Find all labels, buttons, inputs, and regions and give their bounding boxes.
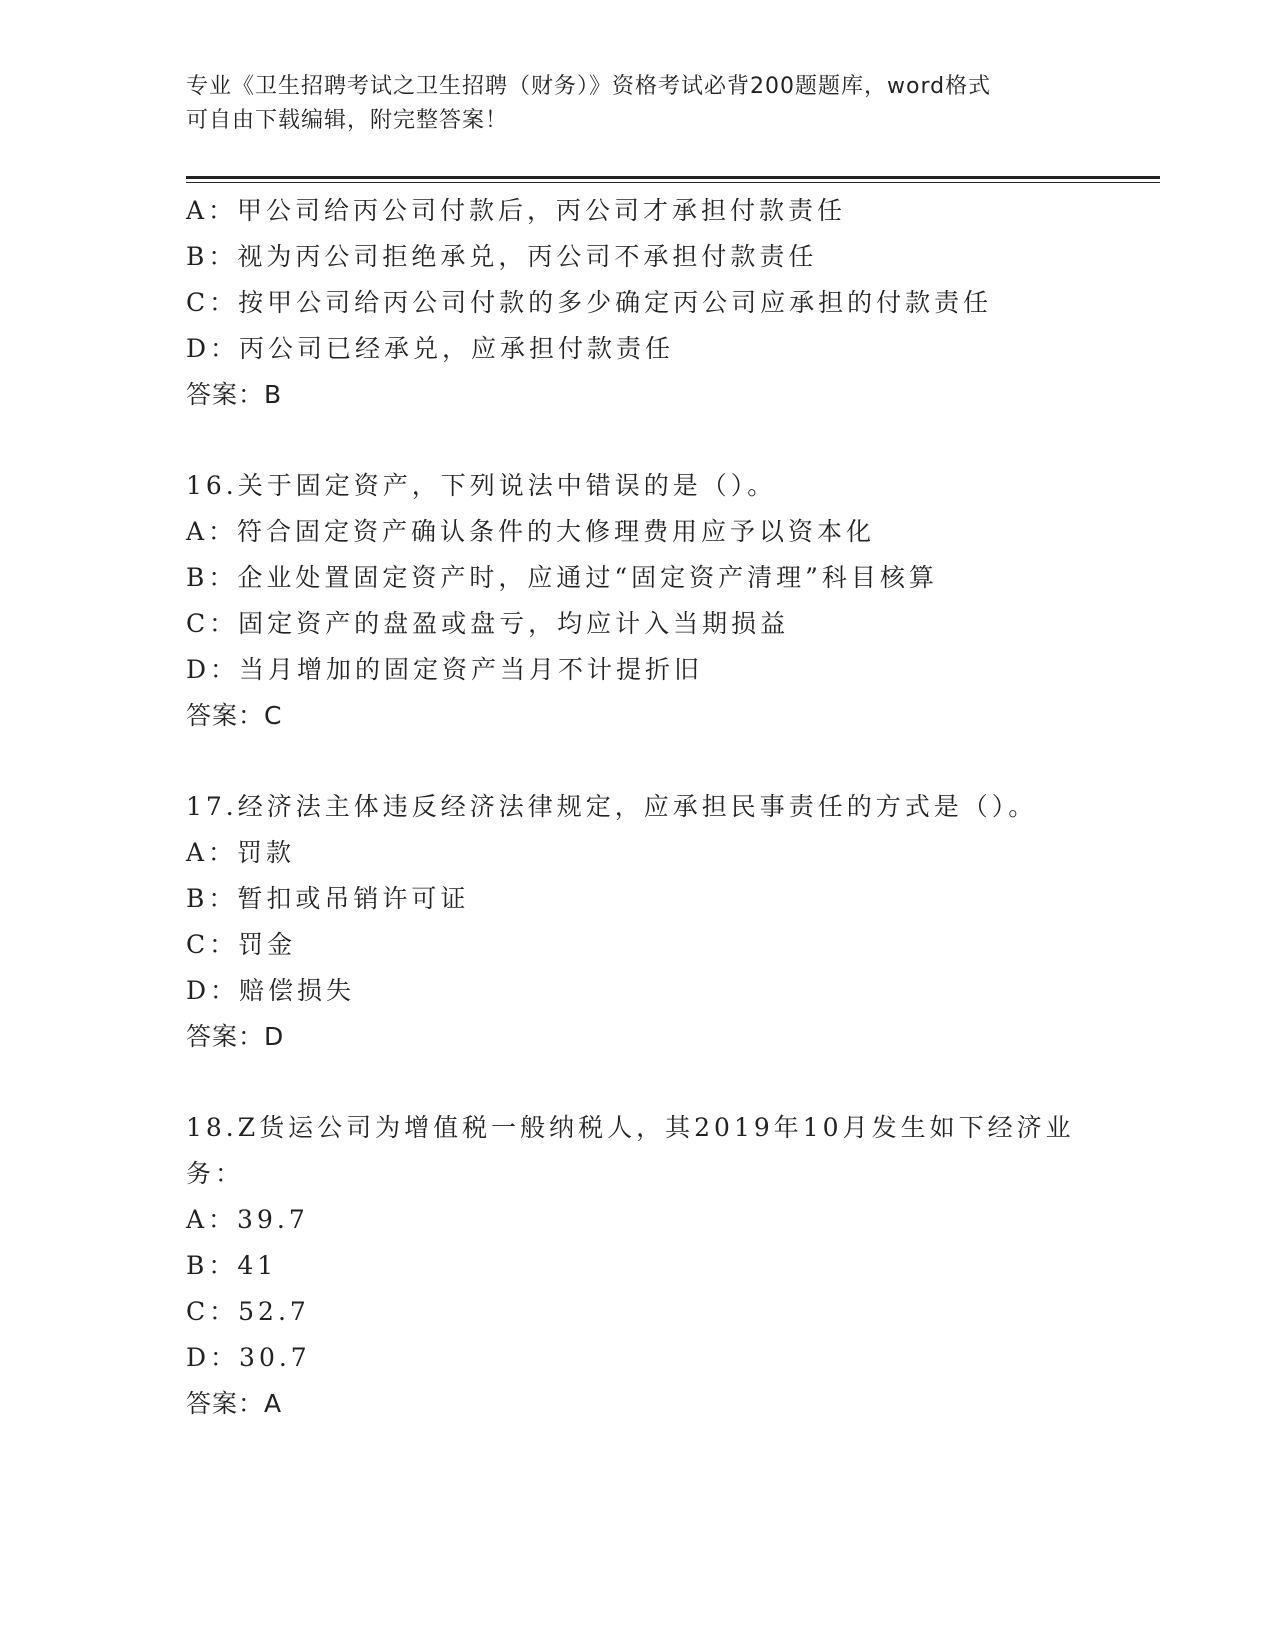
document-header xyxy=(186,70,1086,138)
option-d: D：当月增加的固定资产当月不计提折旧 xyxy=(186,655,704,684)
option-c: C：52.7 xyxy=(186,1297,310,1326)
header-title-line-1: 专业《卫生招聘考试之卫生招聘（财务）》资格考试必背200题题库，word格式 xyxy=(186,74,992,99)
question-18 xyxy=(186,1105,1136,1427)
option-d: D：赔偿损失 xyxy=(186,976,356,1005)
question-16 xyxy=(186,463,1136,739)
header-divider-thin xyxy=(186,182,1160,183)
option-b: B：视为丙公司拒绝承兑，丙公司不承担付款责任 xyxy=(186,242,818,271)
option-d: D：30.7 xyxy=(186,1343,311,1372)
question-spacer xyxy=(186,418,1136,463)
question-stem: 18.Z货运公司为增值税一般纳税人，其2019年10月发生如下经济业 xyxy=(186,1113,1075,1142)
option-a: A：罚款 xyxy=(186,838,296,867)
option-b: B：暂扣或吊销许可证 xyxy=(186,884,470,913)
question-stem: 16.关于固定资产，下列说法中错误的是（）。 xyxy=(186,471,777,500)
option-d: D：丙公司已经承兑，应承担付款责任 xyxy=(186,334,675,363)
header-title-line-2: 可自由下载编辑，附完整答案！ xyxy=(186,108,509,133)
question-list xyxy=(186,188,1136,1427)
question-17 xyxy=(186,784,1136,1060)
option-a: A：甲公司给丙公司付款后，丙公司才承担付款责任 xyxy=(186,196,847,225)
option-a: A：符合固定资产确认条件的大修理费用应予以资本化 xyxy=(186,517,876,546)
answer-label: 答案：D xyxy=(186,1022,285,1051)
option-c: C：固定资产的盘盈或盘亏，均应计入当期损益 xyxy=(186,609,790,638)
option-b: B：41 xyxy=(186,1251,278,1280)
answer-label: 答案：A xyxy=(186,1389,283,1418)
option-a: A：39.7 xyxy=(186,1205,309,1234)
option-c: C：罚金 xyxy=(186,930,297,959)
option-b: B：企业处置固定资产时，应通过“固定资产清理”科目核算 xyxy=(186,563,938,592)
answer-label: 答案：C xyxy=(186,701,283,730)
question-15-continued xyxy=(186,188,1136,418)
question-stem: 17.经济法主体违反经济法律规定，应承担民事责任的方式是（）。 xyxy=(186,792,1038,821)
header-divider-thick xyxy=(186,176,1160,179)
question-spacer xyxy=(186,1060,1136,1105)
answer-label: 答案：B xyxy=(186,380,283,409)
option-c: C：按甲公司给丙公司付款的多少确定丙公司应承担的付款责任 xyxy=(186,288,993,317)
question-spacer xyxy=(186,739,1136,784)
question-stem-continued: 务： xyxy=(186,1159,245,1188)
